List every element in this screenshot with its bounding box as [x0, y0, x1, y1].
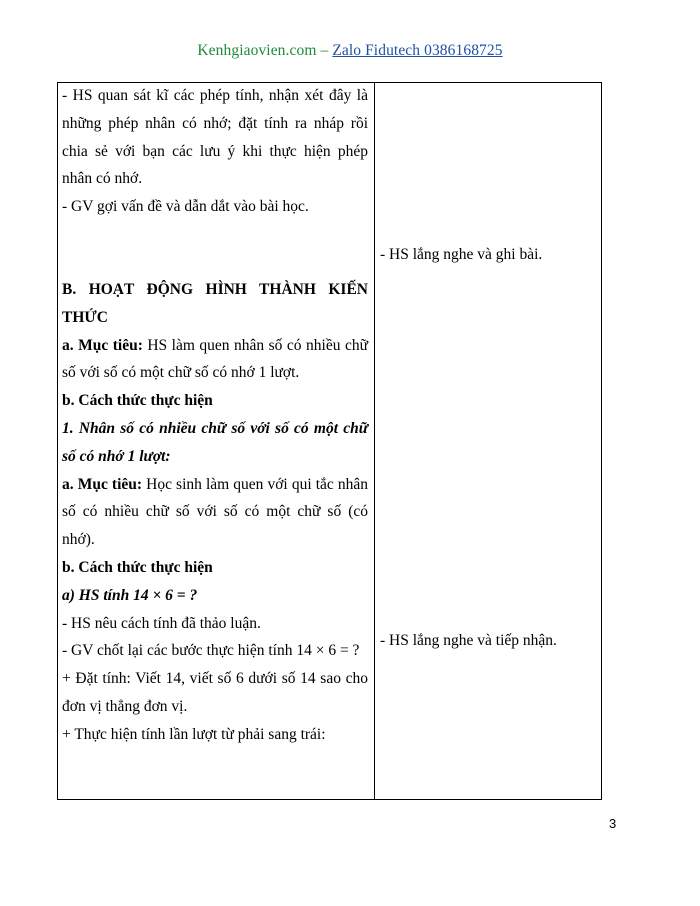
header-zalo-link[interactable]: Zalo Fidutech 0386168725: [332, 42, 503, 59]
paragraph-observe: - HS quan sát kĩ các phép tính, nhận xét đây là những phép nhân có nhớ; đặt tính ra nháp rồi chia sẻ với bạn các lưu ý khi thực hiện phép nhân có nhớ.: [62, 87, 368, 188]
paragraph-step-place: + Đặt tính: Viết 14, viết số 6 dưới số 14 sao cho đơn vị thẳng đơn vị.: [62, 670, 368, 715]
objective-2-paragraph: [62, 471, 368, 554]
student-activity-2: - HS lắng nghe và tiếp nhận.: [380, 632, 557, 649]
header-separator: –: [316, 42, 333, 59]
method-2-heading: b. Cách thức thực hiện: [62, 558, 213, 576]
objective-paragraph: [62, 332, 368, 388]
paragraph-gv-intro: - GV gợi vấn đề và dẫn dắt vào bài học.: [62, 198, 309, 216]
page-header: [0, 42, 700, 60]
teacher-activity-column: [62, 82, 368, 749]
objective-text: HS làm quen nhân số có nhiều chữ số với số có một chữ số có nhớ 1 lượt.: [62, 336, 368, 382]
subsection-1-title: 1. Nhân số có nhiều chữ số với số có một chữ số có nhớ 1 lượt:: [62, 419, 368, 465]
method-heading: b. Cách thức thực hiện: [62, 392, 213, 410]
objective-2-text: Học sinh làm quen với qui tắc nhân số có nhiều chữ số với số có một chữ số (có nhớ).: [62, 475, 368, 549]
section-b-heading: B. HOẠT ĐỘNG HÌNH THÀNH KIẾN: [62, 280, 368, 298]
objective-2-label: a. Mục tiêu:: [62, 475, 143, 493]
paragraph-gv-steps: - GV chốt lại các bước thực hiện tính 14 × 6 = ?: [62, 642, 360, 660]
page-number: 3: [609, 816, 617, 831]
paragraph-hs-explain: - HS nêu cách tính đã thảo luận.: [62, 614, 261, 632]
student-activity-1: - HS lắng nghe và ghi bài.: [380, 246, 543, 263]
section-b-heading-cont: THỨC: [62, 308, 108, 326]
header-site: Kenhgiaovien.com: [197, 42, 317, 59]
column-divider: [374, 82, 375, 800]
paragraph-step-compute: + Thực hiện tính lần lượt từ phải sang trái:: [62, 725, 326, 743]
task-a-title: a) HS tính 14 × 6 = ?: [62, 586, 198, 604]
objective-label: a. Mục tiêu:: [62, 336, 143, 354]
